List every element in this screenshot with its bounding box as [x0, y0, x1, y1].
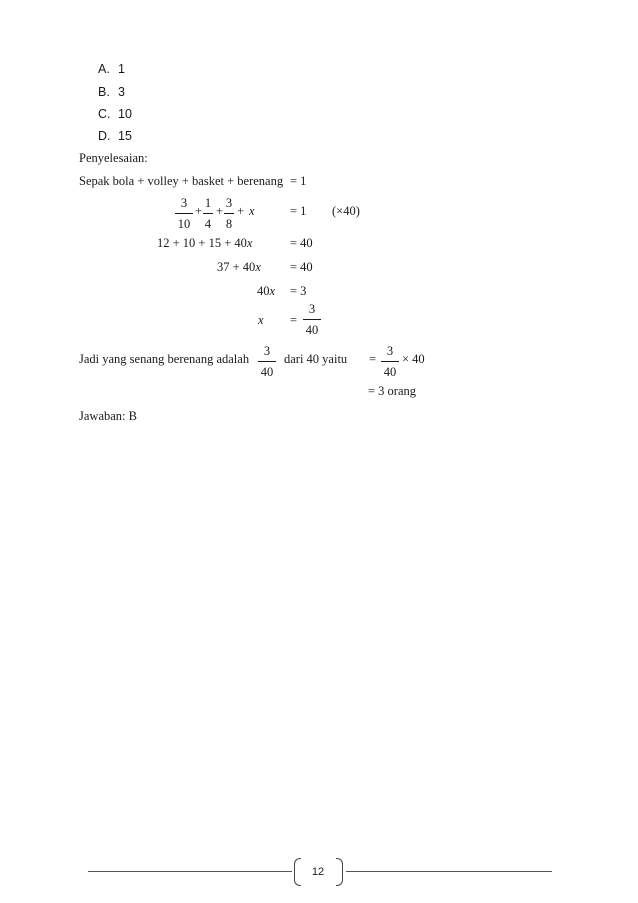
- fraction-3-8: 3 8: [225, 196, 233, 231]
- equation-2-rhs: = 40: [290, 236, 313, 250]
- option-value: 10: [118, 107, 132, 121]
- footer-rule-right: [346, 871, 552, 872]
- equation-5-lhs: x: [258, 313, 264, 327]
- plus-sign: +: [216, 204, 224, 218]
- solution-label: Penyelesaian:: [79, 151, 148, 165]
- conclusion-text: Jadi yang senang berenang adalah: [79, 352, 250, 366]
- fraction-3-40: 3 40: [258, 345, 276, 378]
- option-value: 15: [118, 129, 132, 143]
- footer-rule-left: [88, 871, 292, 872]
- fraction-3-40: 3 40: [381, 345, 399, 378]
- option-value: 3: [118, 85, 125, 99]
- right-bracket-icon: [336, 858, 343, 886]
- option-letter: A.: [98, 62, 110, 76]
- equation-0-lhs: Sepak bola + volley + basket + berenang: [79, 174, 284, 188]
- conclusion-text-2: dari 40 yaitu: [284, 352, 348, 366]
- equation-4-lhs: 40x: [257, 284, 276, 298]
- page-number: 12: [311, 866, 325, 878]
- equation-1-rhs: = 1: [290, 204, 307, 218]
- equation-2-lhs: 12 + 10 + 15 + 40x: [157, 236, 253, 250]
- fraction-3-40: 3 40: [303, 303, 321, 336]
- plus-sign: +: [195, 204, 203, 218]
- equation-5-equals: =: [290, 313, 298, 327]
- equation-0-rhs: = 1: [290, 174, 307, 188]
- equation-3-lhs: 37 + 40x: [217, 260, 261, 274]
- multiply-note: (×40): [332, 204, 360, 218]
- answer-text: Jawaban: B: [79, 409, 137, 423]
- equation-4-rhs: = 3: [290, 284, 307, 298]
- option-letter: D.: [98, 129, 111, 143]
- conclusion-equals: =: [369, 352, 377, 366]
- option-value: 1: [118, 62, 125, 76]
- plus-sign: +: [237, 204, 245, 218]
- variable-x: x: [249, 204, 255, 218]
- option-letter: C.: [98, 107, 111, 121]
- conclusion-result: = 3 orang: [368, 384, 417, 398]
- fraction-1-4: 1 4: [204, 196, 212, 231]
- fraction-3-10: 3 10: [175, 197, 193, 230]
- times-40: × 40: [402, 352, 425, 366]
- option-letter: B.: [98, 85, 110, 99]
- equation-3-rhs: = 40: [290, 260, 313, 274]
